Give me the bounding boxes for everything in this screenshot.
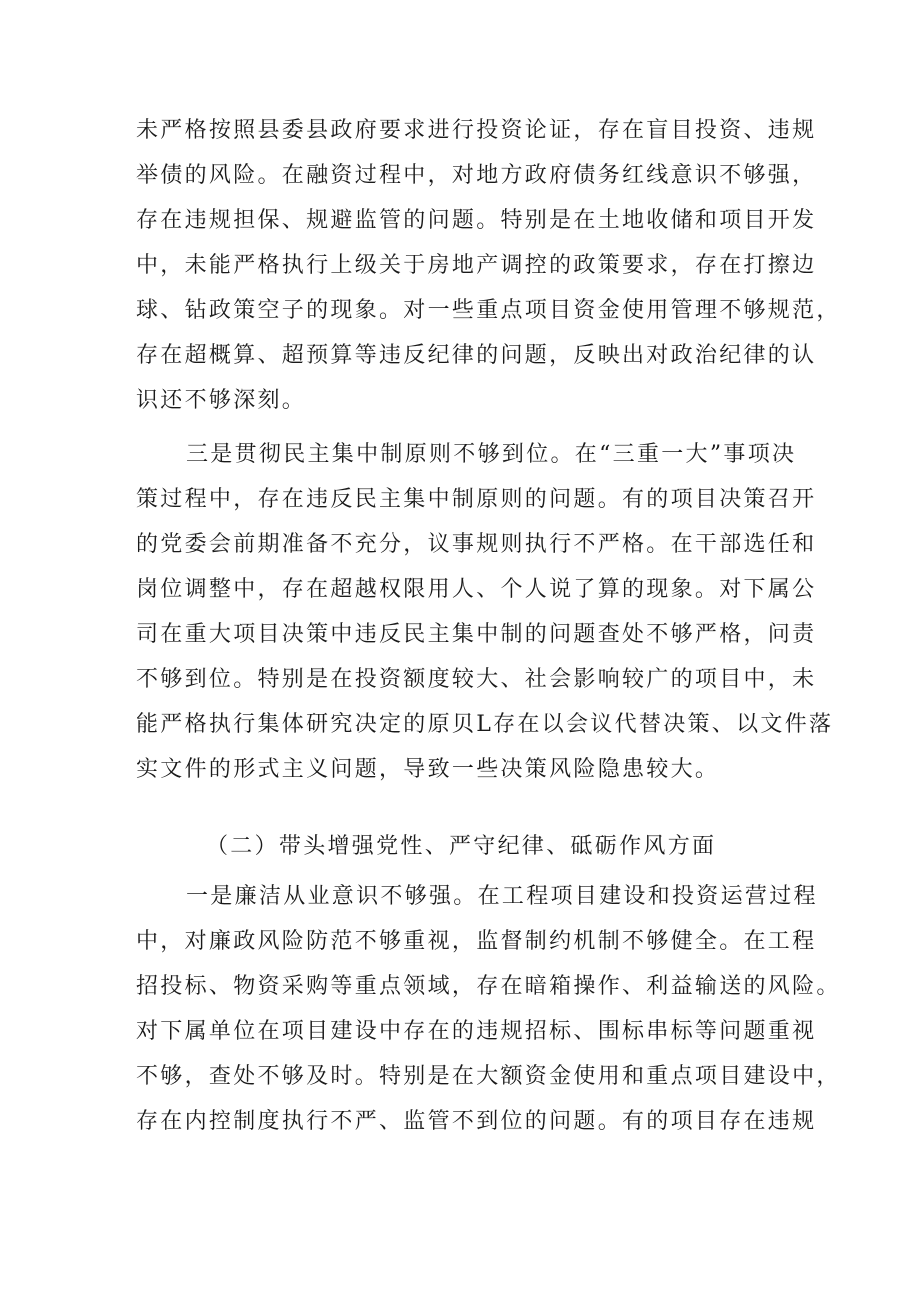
body-text-line: 球、钻政策空子的现象。对一些重点项目资金使用管理不够规范， (136, 298, 841, 323)
body-text-line: 的党委会前期准备不充分，议事规则执行不严格。在干部选任和 (136, 532, 817, 557)
paragraph-start-line: 一是廉洁从业意识不够强。在工程项目建设和投资运营过程 (186, 884, 818, 909)
body-text-line: 不够，查处不够及时。特别是在大额资金使用和重点项目建设中， (136, 1064, 841, 1089)
body-text-line: 中，未能严格执行上级关于房地产调控的政策要求，存在打擦边 (136, 253, 817, 278)
body-text-line: 岗位调整中，存在超越权限用人、个人说了算的现象。对下属公 (136, 577, 817, 602)
body-text-line: 未严格按照县委县政府要求进行投资论证，存在盲目投资、违规 (136, 118, 817, 143)
body-text-line: 存在内控制度执行不严、监管不到位的问题。有的项目存在违规 (136, 1109, 817, 1134)
body-text-line: 对下属单位在项目建设中存在的违规招标、围标串标等问题重视 (136, 1019, 817, 1044)
body-text-line: 举债的风险。在融资过程中，对地方政府债务红线意识不够强， (136, 163, 817, 188)
body-text-line: 识还不够深刻。 (136, 388, 307, 413)
body-text-line: 存在违规担保、规避监管的问题。特别是在土地收储和项目开发 (136, 208, 817, 233)
body-text-line: 招投标、物资采购等重点领域，存在暗箱操作、利益输送的风险。 (136, 974, 841, 999)
body-text-line: 不够到位。特别是在投资额度较大、社会影响较广的项目中，未 (136, 667, 817, 692)
body-text-line: 实文件的形式主义问题，导致一些决策风险隐患较大。 (136, 757, 720, 782)
body-text-line: 能严格执行集体研究决定的原贝L存在以会议代替决策、以文件落 (136, 712, 834, 737)
body-text-line: 存在超概算、超预算等违反纪律的问题，反映出对政治纪律的认 (136, 343, 817, 368)
body-text-line: 司在重大项目决策中违反民主集中制的问题查处不够严格，问责 (136, 622, 817, 647)
paragraph-start-line: 三是贯彻民主集中制原则不够到位。在“三重一大”事项决 (186, 442, 797, 467)
section-heading: （二）带头增强党性、严守纪律、砥砺作风方面 (206, 834, 717, 859)
body-text-line: 中，对廉政风险防范不够重视，监督制约机制不够健全。在工程 (136, 929, 817, 954)
body-text-line: 策过程中，存在违反民主集中制原则的问题。有的项目决策召开 (136, 487, 817, 512)
